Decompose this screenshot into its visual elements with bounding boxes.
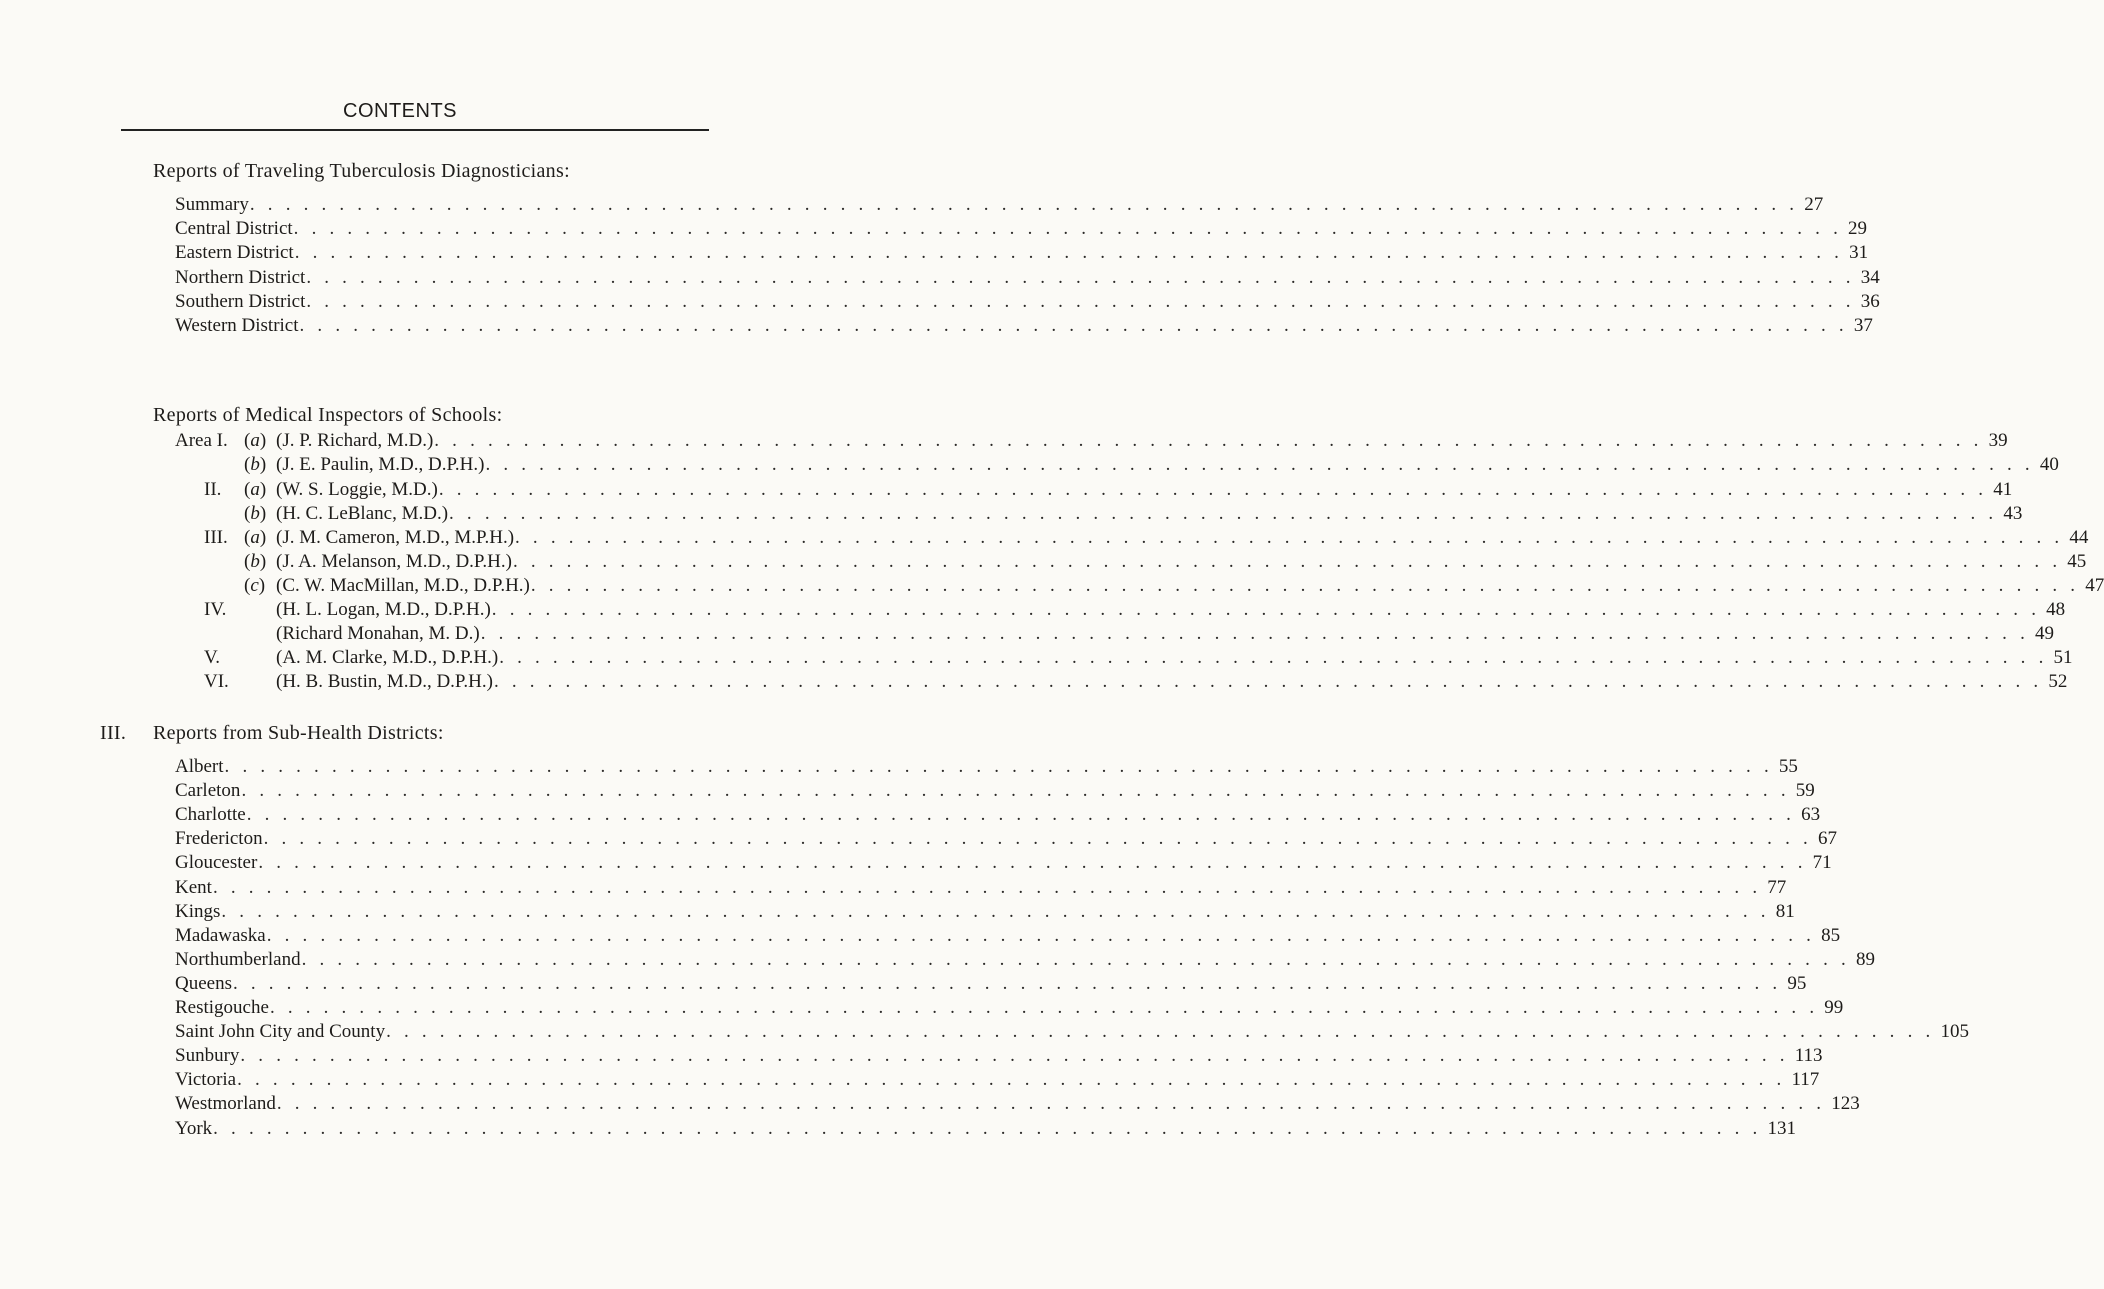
toc-entry-page: 67: [1817, 828, 1837, 850]
toc-entry: [175, 778, 1815, 804]
toc-entry-page: 105: [1940, 1021, 1969, 1043]
toc-entry-label: (H. L. Logan, M.D., D.P.H.): [276, 599, 491, 620]
sub-health-heading: Reports from Sub-Health Districts:: [153, 722, 444, 744]
toc-entry-page: 89: [1855, 948, 1875, 970]
dot-leader: . . . . . . . . . . . . . . . . . . . . . . . . . . . . . . . . . . . . . . . . . . . . . . . . . . . . . . . . . . . . . . . . . . . . . . . . . . . . . . . . . . . . . . .: [221, 900, 1770, 922]
dot-leader: . . . . . . . . . . . . . . . . . . . . . . . . . . . . . . . . . . . . . . . . . . . . . . . . . . . . . . . . . . . . . . . . . . . . . . . . . . . . . . . . . . . . . . .: [480, 623, 2030, 644]
toc-entry-label: Northumberland: [175, 948, 301, 970]
toc-entry-label: Carleton: [175, 780, 241, 802]
toc-entry-label: Fredericton: [175, 828, 263, 850]
toc-entry-page: 43: [2003, 503, 2023, 524]
page-title: CONTENTS: [343, 100, 457, 122]
area-label: Area I.: [175, 430, 228, 451]
dot-leader: . . . . . . . . . . . . . . . . . . . . . . . . . . . . . . . . . . . . . . . . . . . . . . . . . . . . . . . . . . . . . . . . . . . . . . . . . . . . . . . . . . . . . . .: [434, 430, 1983, 451]
sub-item-letter: a: [250, 527, 260, 548]
toc-entry-label: Madawaska: [175, 924, 266, 946]
dot-leader: . . . . . . . . . . . . . . . . . . . . . . . . . . . . . . . . . . . . . . . . . . . . . . . . . . . . . . . . . . . . . . . . . . . . . . . . . . . . . . . . . . . . . . .: [213, 1117, 1762, 1139]
toc-entry: [175, 216, 1868, 242]
toc-entry-page: 55: [1778, 756, 1798, 777]
toc-entry: [276, 477, 2013, 503]
dot-leader: . . . . . . . . . . . . . . . . . . . . . . . . . . . . . . . . . . . . . . . . . . . . . . . . . . . . . . . . . . . . . . . . . . . . . . . . . . . . . . . . . . . . . . .: [306, 290, 1855, 312]
dot-leader: . . . . . . . . . . . . . . . . . . . . . . . . . . . . . . . . . . . . . . . . . . . . . . . . . . . . . . . . . . . . . . . . . . . . . . . . . . . . . . . . . . . . . . .: [212, 876, 1762, 898]
toc-entry: [276, 669, 2068, 695]
toc-entry-page: 31: [1849, 242, 1869, 264]
toc-entry-page: 85: [1821, 924, 1841, 946]
sub-health-heading-block: [100, 722, 444, 745]
dot-leader: . . . . . . . . . . . . . . . . . . . . . . . . . . . . . . . . . . . . . . . . . . . . . . . . . . . . . . . . . . . . . . . . . . . . . . . . . . . . . . . . . . . . . . .: [258, 852, 1807, 874]
toc-entry-page: 49: [2035, 623, 2055, 644]
sub-item-letter: b: [250, 454, 260, 475]
toc-entry: [175, 289, 1880, 315]
sub-item-letter: b: [250, 551, 260, 572]
toc-entry-label: (H. B. Bustin, M.D., D.P.H.): [276, 671, 493, 692]
toc-entry: [175, 850, 1832, 876]
toc-entry: [175, 1019, 1969, 1045]
toc-entry: [175, 971, 1807, 997]
sub-item-marker: (b): [244, 551, 267, 572]
dot-leader: . . . . . . . . . . . . . . . . . . . . . . . . . . . . . . . . . . . . . . . . . . . . . . . . . . . . . . . . . . . . . . . . . . . . . . . . . . . . . . . . . . . . . . .: [306, 266, 1855, 288]
toc-entry-label: Sunbury: [175, 1045, 240, 1067]
area-label: IV.: [204, 599, 227, 620]
dot-leader: . . . . . . . . . . . . . . . . . . . . . . . . . . . . . . . . . . . . . . . . . . . . . . . . . . . . . . . . . . . . . . . . . . . . . . . . . . . . . . . . . . . . . . .: [438, 479, 1988, 500]
toc-entry-label: Southern District: [175, 290, 306, 312]
toc-entry-page: 63: [1801, 804, 1821, 826]
toc-entry-label: Central District: [175, 218, 293, 240]
toc-entry-label: Eastern District: [175, 242, 294, 264]
toc-entry-label: York: [175, 1117, 213, 1139]
toc-entry-page: 99: [1824, 997, 1844, 1018]
toc-entry: [175, 192, 1824, 218]
toc-entry: [175, 875, 1787, 901]
toc-entry: [175, 995, 1844, 1021]
dot-leader: . . . . . . . . . . . . . . . . . . . . . . . . . . . . . . . . . . . . . . . . . . . . . . . . . . . . . . . . . . . . . . . . . . . . . . . . . . . . . . . . . . . . . . .: [485, 454, 2034, 475]
dot-leader: . . . . . . . . . . . . . . . . . . . . . . . . . . . . . . . . . . . . . . . . . . . . . . . . . . . . . . . . . . . . . . . . . . . . . . . . . . . . . . . . . . . . . . .: [491, 599, 2041, 620]
toc-entry: [276, 597, 2066, 623]
dot-leader: . . . . . . . . . . . . . . . . . . . . . . . . . . . . . . . . . . . . . . . . . . . . . . . . . . . . . . . . . . . . . . . . . . . . . . . . . . . . . . . . . . . . . . .: [449, 503, 1998, 524]
sub-item-letter: b: [250, 503, 260, 524]
toc-entry-page: 131: [1767, 1117, 1797, 1139]
sub-item-marker: (a): [244, 430, 267, 451]
toc-entry: [175, 313, 1873, 339]
toc-entry: [276, 452, 2059, 478]
dot-leader: . . . . . . . . . . . . . . . . . . . . . . . . . . . . . . . . . . . . . . . . . . . . . . . . . . . . . . . . . . . . . . . . . . . . . . . . . . . . . . . . . . . . . . .: [232, 972, 1782, 994]
toc-entry-page: 41: [1993, 479, 2013, 500]
dot-leader: . . . . . . . . . . . . . . . . . . . . . . . . . . . . . . . . . . . . . . . . . . . . . . . . . . . . . . . . . . . . . . . . . . . . . . . . . . . . . . . . . . . . . . .: [493, 671, 2043, 692]
sub-item-marker: (c): [244, 575, 266, 596]
dot-leader: . . . . . . . . . . . . . . . . . . . . . . . . . . . . . . . . . . . . . . . . . . . . . . . . . . . . . . . . . . . . . . . . . . . . . . . . . . . . . . . . . . . . . . .: [294, 242, 1844, 264]
toc-entry-label: Saint John City and County: [175, 1021, 386, 1043]
toc-entry-page: 81: [1775, 900, 1795, 922]
toc-entry-label: (C. W. MacMillan, M.D., D.P.H.): [276, 575, 530, 596]
dot-leader: . . . . . . . . . . . . . . . . . . . . . . . . . . . . . . . . . . . . . . . . . . . . . . . . . . . . . . . . . . . . . . . . . . . . . . . . . . . . . . . . . . . . . . .: [301, 948, 1850, 970]
dot-leader: . . . . . . . . . . . . . . . . . . . . . . . . . . . . . . . . . . . . . . . . . . . . . . . . . . . . . . . . . . . . . . . . . . . . . . . . . . . . . . . . . . . . . . .: [299, 315, 1848, 336]
toc-entry: [175, 826, 1837, 852]
dot-leader: . . . . . . . . . . . . . . . . . . . . . . . . . . . . . . . . . . . . . . . . . . . . . . . . . . . . . . . . . . . . . . . . . . . . . . . . . . . . . . . . . . . . . . .: [263, 828, 1812, 850]
toc-entry-page: 113: [1794, 1045, 1823, 1067]
toc-entry-label: Queens: [175, 972, 232, 994]
area-label: II.: [204, 479, 222, 500]
toc-entry-label: Summary: [175, 194, 249, 215]
toc-entry-page: 45: [2067, 551, 2087, 572]
area-label: III.: [204, 527, 228, 548]
toc-entry: [276, 525, 2089, 551]
sub-item-marker: (a): [244, 527, 267, 548]
toc-entry-label: (W. S. Loggie, M.D.): [276, 479, 438, 500]
dot-leader: . . . . . . . . . . . . . . . . . . . . . . . . . . . . . . . . . . . . . . . . . . . . . . . . . . . . . . . . . . . . . . . . . . . . . . . . . . . . . . . . . . . . . . .: [293, 218, 1843, 240]
toc-entry-page: 39: [1988, 430, 2008, 451]
tb-heading: Reports of Traveling Tuberculosis Diagnosticians:: [153, 160, 570, 182]
toc-entry-page: 52: [2048, 671, 2068, 692]
sub-item-letter: c: [250, 575, 259, 596]
dot-leader: . . . . . . . . . . . . . . . . . . . . . . . . . . . . . . . . . . . . . . . . . . . . . . . . . . . . . . . . . . . . . . . . . . . . . . . . . . . . . . . . . . . . . . .: [530, 575, 2080, 596]
area-label: VI.: [204, 671, 229, 692]
toc-entry-page: 117: [1791, 1069, 1820, 1091]
toc-entry-page: 95: [1787, 972, 1807, 994]
dot-leader: . . . . . . . . . . . . . . . . . . . . . . . . . . . . . . . . . . . . . . . . . . . . . . . . . . . . . . . . . . . . . . . . . . . . . . . . . . . . . . . . . . . . . . .: [224, 756, 1773, 777]
toc-entry-label: (J. M. Cameron, M.D., M.P.H.): [276, 527, 515, 548]
toc-entry: [175, 923, 1841, 949]
title-rule: [121, 129, 709, 131]
sub-item-letter: a: [250, 430, 260, 451]
toc-entry-page: 29: [1848, 218, 1868, 240]
sub-item-marker: (b): [244, 454, 267, 475]
toc-entry: [175, 1043, 1823, 1069]
toc-entry: [276, 501, 2023, 527]
toc-entry: [175, 802, 1821, 828]
toc-entry: [276, 549, 2087, 575]
toc-entry-page: 44: [2069, 527, 2089, 548]
toc-entry-page: 34: [1860, 266, 1880, 288]
sub-item-marker: (a): [244, 479, 267, 500]
dot-leader: . . . . . . . . . . . . . . . . . . . . . . . . . . . . . . . . . . . . . . . . . . . . . . . . . . . . . . . . . . . . . . . . . . . . . . . . . . . . . . . . . . . . . . .: [241, 780, 1790, 802]
dot-leader: . . . . . . . . . . . . . . . . . . . . . . . . . . . . . . . . . . . . . . . . . . . . . . . . . . . . . . . . . . . . . . . . . . . . . . . . . . . . . . . . . . . . . . .: [266, 924, 1816, 946]
toc-entry: [175, 1067, 1820, 1093]
toc-entry-label: Charlotte: [175, 804, 246, 826]
toc-entry: [175, 899, 1795, 925]
toc-entry-page: 37: [1853, 315, 1873, 336]
toc-entry: [276, 573, 2104, 599]
toc-entry-label: Albert: [175, 756, 224, 777]
toc-entry-label: Kings: [175, 900, 221, 922]
toc-entry-label: Kent: [175, 876, 212, 898]
dot-leader: . . . . . . . . . . . . . . . . . . . . . . . . . . . . . . . . . . . . . . . . . . . . . . . . . . . . . . . . . . . . . . . . . . . . . . . . . . . . . . . . . . . . . . .: [269, 997, 1819, 1018]
dot-leader: . . . . . . . . . . . . . . . . . . . . . . . . . . . . . . . . . . . . . . . . . . . . . . . . . . . . . . . . . . . . . . . . . . . . . . . . . . . . . . . . . . . . . . .: [249, 194, 1799, 215]
toc-entry-page: 47: [2085, 575, 2104, 596]
toc-entry-label: (H. C. LeBlanc, M.D.): [276, 503, 449, 524]
toc-entry-label: (Richard Monahan, M. D.): [276, 623, 480, 644]
dot-leader: . . . . . . . . . . . . . . . . . . . . . . . . . . . . . . . . . . . . . . . . . . . . . . . . . . . . . . . . . . . . . . . . . . . . . . . . . . . . . . . . . . . . . . .: [386, 1021, 1935, 1043]
med-heading: Reports of Medical Inspectors of Schools:: [153, 404, 503, 426]
toc-entry-page: 51: [2053, 647, 2073, 668]
sub-health-number: III.: [100, 722, 127, 744]
toc-entry-label: Westmorland: [175, 1093, 276, 1115]
dot-leader: . . . . . . . . . . . . . . . . . . . . . . . . . . . . . . . . . . . . . . . . . . . . . . . . . . . . . . . . . . . . . . . . . . . . . . . . . . . . . . . . . . . . . . .: [246, 804, 1796, 826]
toc-entry-label: Victoria: [175, 1069, 237, 1091]
toc-entry: [175, 754, 1798, 780]
dot-leader: . . . . . . . . . . . . . . . . . . . . . . . . . . . . . . . . . . . . . . . . . . . . . . . . . . . . . . . . . . . . . . . . . . . . . . . . . . . . . . . . . . . . . . .: [276, 1093, 1826, 1115]
sub-item-letter: a: [250, 479, 260, 500]
toc-entry: [175, 265, 1880, 291]
dot-leader: . . . . . . . . . . . . . . . . . . . . . . . . . . . . . . . . . . . . . . . . . . . . . . . . . . . . . . . . . . . . . . . . . . . . . . . . . . . . . . . . . . . . . . .: [237, 1069, 1786, 1091]
toc-entry-page: 77: [1767, 876, 1787, 898]
toc-entry: [276, 621, 2055, 647]
toc-entry: [175, 1116, 1797, 1142]
toc-entry: [175, 947, 1875, 973]
toc-entry-page: 48: [2046, 599, 2066, 620]
toc-entry-label: (J. P. Richard, M.D.): [276, 430, 434, 451]
toc-entry-label: (J. A. Melanson, M.D., D.P.H.): [276, 551, 512, 572]
toc-entry: [276, 645, 2073, 671]
toc-entry-label: Restigouche: [175, 997, 269, 1018]
toc-entry-label: (A. M. Clarke, M.D., D.P.H.): [276, 647, 499, 668]
dot-leader: . . . . . . . . . . . . . . . . . . . . . . . . . . . . . . . . . . . . . . . . . . . . . . . . . . . . . . . . . . . . . . . . . . . . . . . . . . . . . . . . . . . . . . .: [512, 551, 2062, 572]
toc-entry: [276, 428, 2008, 454]
toc-entry-label: Western District: [175, 315, 299, 336]
toc-entry-label: Northern District: [175, 266, 306, 288]
toc-entry-page: 40: [2039, 454, 2059, 475]
sub-item-marker: (b): [244, 503, 267, 524]
toc-entry-label: Gloucester: [175, 852, 258, 874]
area-label: V.: [204, 647, 221, 668]
toc-entry-label: (J. E. Paulin, M.D., D.P.H.): [276, 454, 485, 475]
toc-entry: [175, 1091, 1860, 1117]
toc-entry: [175, 240, 1869, 266]
dot-leader: . . . . . . . . . . . . . . . . . . . . . . . . . . . . . . . . . . . . . . . . . . . . . . . . . . . . . . . . . . . . . . . . . . . . . . . . . . . . . . . . . . . . . . .: [499, 647, 2048, 668]
toc-entry-page: 59: [1795, 780, 1815, 802]
dot-leader: . . . . . . . . . . . . . . . . . . . . . . . . . . . . . . . . . . . . . . . . . . . . . . . . . . . . . . . . . . . . . . . . . . . . . . . . . . . . . . . . . . . . . . .: [240, 1045, 1789, 1067]
toc-entry-page: 71: [1812, 852, 1832, 874]
dot-leader: . . . . . . . . . . . . . . . . . . . . . . . . . . . . . . . . . . . . . . . . . . . . . . . . . . . . . . . . . . . . . . . . . . . . . . . . . . . . . . . . . . . . . . .: [515, 527, 2064, 548]
toc-entry-page: 27: [1804, 194, 1824, 215]
toc-entry-page: 36: [1860, 290, 1880, 312]
toc-entry-page: 123: [1831, 1093, 1860, 1115]
